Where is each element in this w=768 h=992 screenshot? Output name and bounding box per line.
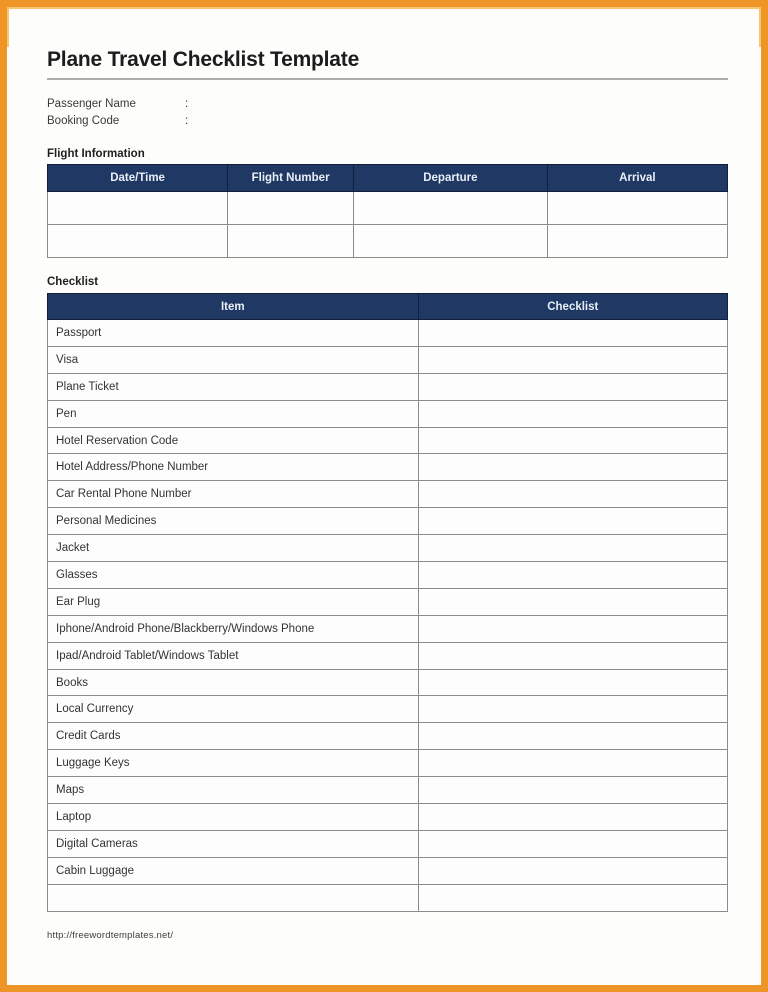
checklist-header-row (48, 294, 728, 320)
item-cell: Glasses (48, 562, 419, 589)
flight-column-header: Flight Number (228, 165, 354, 192)
passenger-meta (47, 96, 728, 130)
check-cell (418, 642, 727, 669)
checklist-row (48, 562, 728, 589)
item-cell: Visa (48, 346, 419, 373)
check-cell (418, 615, 727, 642)
checklist-row (48, 427, 728, 454)
item-cell: Hotel Address/Phone Number (48, 454, 419, 481)
passenger-name-row (47, 96, 728, 113)
item-cell: Jacket (48, 535, 419, 562)
checklist-column-header: Item (48, 294, 419, 320)
flight-info-table (47, 164, 728, 258)
flight-cell (228, 225, 354, 258)
flight-cell (228, 192, 354, 225)
checklist-row (48, 857, 728, 884)
check-cell (418, 508, 727, 535)
checklist-row (48, 804, 728, 831)
page-title: Plane Travel Checklist Template (47, 47, 728, 80)
item-cell: Laptop (48, 804, 419, 831)
item-cell: Local Currency (48, 696, 419, 723)
checklist-row (48, 669, 728, 696)
checklist-column-header: Checklist (418, 294, 727, 320)
item-cell: Luggage Keys (48, 750, 419, 777)
check-cell (418, 427, 727, 454)
check-cell (418, 481, 727, 508)
passenger-name-colon: : (185, 98, 189, 110)
flight-table-body (48, 192, 728, 258)
item-cell: Ipad/Android Tablet/Windows Tablet (48, 642, 419, 669)
checklist-empty-row (48, 884, 728, 911)
item-cell: Ear Plug (48, 588, 419, 615)
flight-cell (547, 225, 727, 258)
item-cell: Pen (48, 400, 419, 427)
check-cell (418, 669, 727, 696)
checklist-row (48, 615, 728, 642)
item-cell: Plane Ticket (48, 373, 419, 400)
checklist-row (48, 777, 728, 804)
flight-cell (547, 192, 727, 225)
checklist-row (48, 830, 728, 857)
flight-cell (48, 192, 228, 225)
check-cell (418, 562, 727, 589)
flight-row (48, 192, 728, 225)
check-cell (418, 830, 727, 857)
item-cell: Books (48, 669, 419, 696)
checklist-table-body (48, 320, 728, 912)
flight-cell (48, 225, 228, 258)
item-cell: Cabin Luggage (48, 857, 419, 884)
check-cell (418, 373, 727, 400)
flight-column-header: Arrival (547, 165, 727, 192)
flight-info-heading: Flight Information (47, 148, 145, 160)
check-cell (418, 535, 727, 562)
booking-code-row (47, 113, 728, 130)
booking-code-label: Booking Code (47, 115, 120, 127)
checklist-row (48, 454, 728, 481)
item-cell: Car Rental Phone Number (48, 481, 419, 508)
item-cell (48, 884, 419, 911)
flight-row (48, 225, 728, 258)
booking-code-colon: : (185, 115, 189, 127)
flight-cell (353, 225, 547, 258)
checklist-table (47, 293, 728, 912)
flight-header-row (48, 165, 728, 192)
checklist-heading: Checklist (47, 276, 99, 288)
flight-column-header: Departure (353, 165, 547, 192)
passenger-name-label: Passenger Name (47, 98, 136, 110)
check-cell (418, 346, 727, 373)
item-cell: Personal Medicines (48, 508, 419, 535)
footer-url: http://freewordtemplates.net/ (47, 929, 174, 941)
checklist-row (48, 320, 728, 347)
document-page (7, 47, 761, 992)
checklist-row (48, 750, 728, 777)
item-cell: Hotel Reservation Code (48, 427, 419, 454)
flight-column-header: Date/Time (48, 165, 228, 192)
checklist-row (48, 588, 728, 615)
check-cell (418, 400, 727, 427)
checklist-row (48, 400, 728, 427)
checklist-row (48, 535, 728, 562)
item-cell: Digital Cameras (48, 830, 419, 857)
check-cell (418, 750, 727, 777)
item-cell: Iphone/Android Phone/Blackberry/Windows Phone (48, 615, 419, 642)
checklist-row (48, 346, 728, 373)
item-cell: Passport (48, 320, 419, 347)
item-cell: Credit Cards (48, 723, 419, 750)
check-cell (418, 857, 727, 884)
check-cell (418, 696, 727, 723)
check-cell (418, 320, 727, 347)
check-cell (418, 588, 727, 615)
checklist-row (48, 508, 728, 535)
check-cell (418, 804, 727, 831)
checklist-row (48, 642, 728, 669)
checklist-row (48, 481, 728, 508)
checklist-row (48, 723, 728, 750)
check-cell (418, 723, 727, 750)
item-cell: Maps (48, 777, 419, 804)
check-cell (418, 884, 727, 911)
flight-cell (353, 192, 547, 225)
checklist-row (48, 373, 728, 400)
checklist-row (48, 696, 728, 723)
check-cell (418, 777, 727, 804)
check-cell (418, 454, 727, 481)
